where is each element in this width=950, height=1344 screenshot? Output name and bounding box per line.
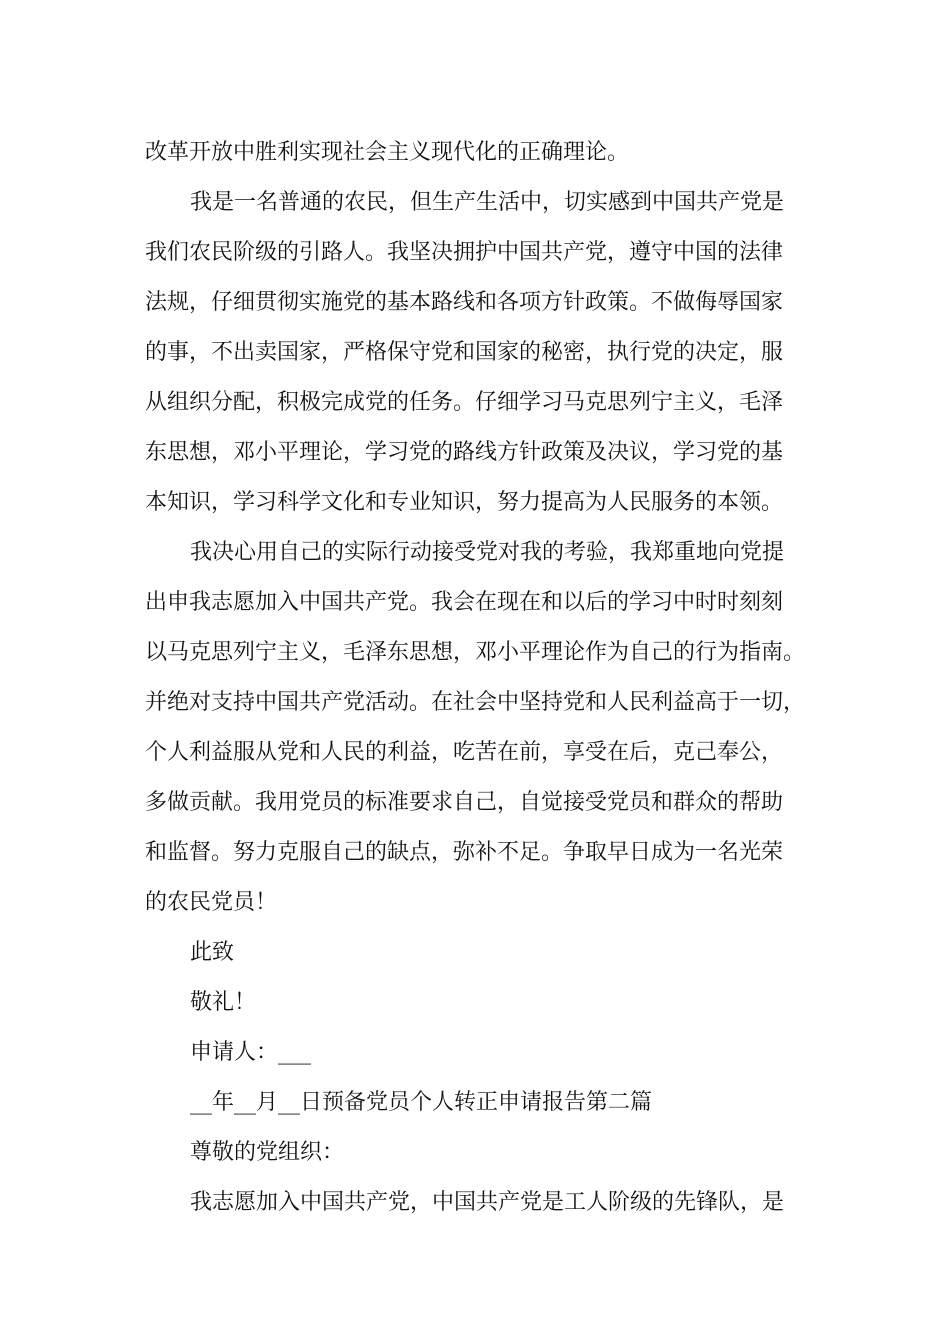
greeting-line: 尊敬的党组织： <box>190 1140 345 1165</box>
text-line-9: 我决心用自己的实际行动接受党对我的考验，我郑重地向党提 <box>190 540 785 565</box>
text-line-6: 从组织分配，积极完成党的任务。仔细学习马克思列宁主义，毛泽 <box>145 390 784 415</box>
text-line-12: 并绝对支持中国共产党活动。在社会中坚持党和人民利益高于一切， <box>145 690 806 715</box>
text-line-10: 出申我志愿加入中国共产党。我会在现在和以后的学习中时时刻刻 <box>145 590 784 615</box>
closing-respect: 敬礼！ <box>190 990 257 1015</box>
text-line-13: 个人利益服从党和人民的利益，吃苦在前，享受在后，克己奉公， <box>145 740 784 765</box>
text-line-22: 我志愿加入中国共产党，中国共产党是工人阶级的先锋队，是 <box>190 1190 785 1215</box>
applicant-signature-line: 申请人：___ <box>190 1040 312 1065</box>
text-line-7: 东思想，邓小平理论，学习党的路线方针政策及决议，学习党的基 <box>145 440 784 465</box>
text-line-16: 的农民党员！ <box>145 890 278 915</box>
text-line-11: 以马克思列宁主义，毛泽东思想，邓小平理论作为自己的行为指南。 <box>145 640 806 665</box>
date-and-section-title: __年__月__日预备党员个人转正申请报告第二篇 <box>190 1090 653 1115</box>
text-line-1: 改革开放中胜利实现社会主义现代化的正确理论。 <box>145 140 630 165</box>
text-line-3: 我们农民阶级的引路人。我坚决拥护中国共产党，遵守中国的法律 <box>145 240 784 265</box>
closing-salutation: 此致 <box>190 940 235 965</box>
text-line-4: 法规，仔细贯彻实施党的基本路线和各项方针政策。不做侮辱国家 <box>145 290 784 315</box>
text-line-2: 我是一名普通的农民，但生产生活中，切实感到中国共产党是 <box>190 190 785 215</box>
text-line-8: 本知识，学习科学文化和专业知识，努力提高为人民服务的本领。 <box>145 490 784 515</box>
text-line-5: 的事，不出卖国家，严格保守党和国家的秘密，执行党的决定，服 <box>145 340 784 365</box>
text-line-15: 和监督。努力克服自己的缺点，弥补不足。争取早日成为一名光荣 <box>145 840 784 865</box>
text-line-14: 多做贡献。我用党员的标准要求自己，自觉接受党员和群众的帮助 <box>145 790 784 815</box>
document-body <box>145 128 825 1228</box>
